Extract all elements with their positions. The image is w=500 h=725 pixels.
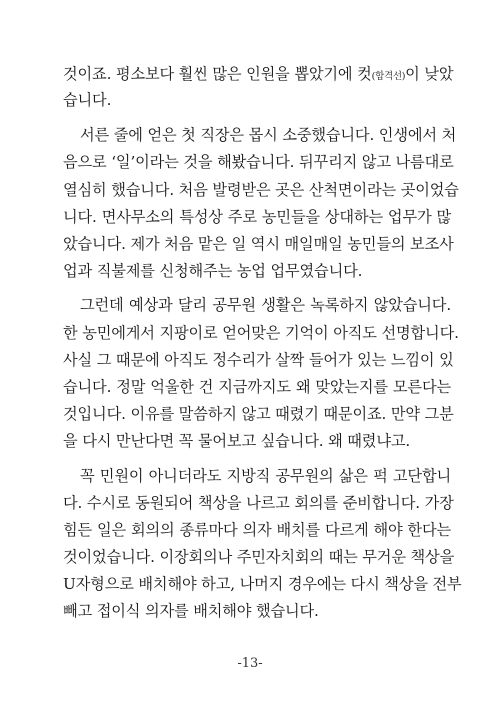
text-line: U자형으로 배치해야 하고, 나머지 경우에는 다시 책상을 전부 [63, 575, 462, 593]
text-line: 음으로 ‘일’이라는 것을 해봤습니다. 뒤꾸리지 않고 나름대로 [63, 153, 454, 171]
paragraph-first-line: 서른 줄에 얻은 첫 직장은 몹시 소중했습니다. 인생에서 처 [80, 126, 457, 144]
page-number: -13- [237, 656, 263, 671]
text-line: 것입니다. 이유를 말씀하지 않고 때렸기 때문이죠. 만약 그분 [63, 405, 454, 423]
text-line: 업과 직불제를 신청해주는 농업 업무였습니다. [63, 262, 363, 280]
text-line: 다. 수시로 동원되어 책상을 나르고 회의를 준비합니다. 가장 [63, 494, 454, 512]
text-line: 을 다시 만난다면 꼭 물어보고 싶습니다. 왜 때렸냐고. [63, 432, 411, 450]
paragraph-first-line: 꼭 민원이 아니더라도 지방직 공무원의 삶은 퍽 고단합니 [80, 467, 451, 485]
text-line: 열심히 했습니다. 처음 발령받은 곳은 산척면이라는 곳이었습 [63, 181, 459, 199]
text-line: 습니다. 정말 억울한 건 지금까지도 왜 맞았는지를 모른다는 [63, 378, 451, 396]
text-segment: 것이죠. 평소보다 훨씬 많은 인원을 뽑았기에 컷 [63, 65, 372, 83]
text-line: 한 농민에게서 지팡이로 얻어맞은 기억이 아직도 선명합니다. [63, 324, 459, 342]
text-line: 것이었습니다. 이장회의나 주민자치회의 때는 무거운 책상을 [63, 548, 455, 566]
text-line: 습니다. [63, 91, 112, 109]
text-line: 니다. 면사무소의 특성상 주로 농민들을 상대하는 업무가 많 [63, 208, 451, 226]
text-line: 았습니다. 제가 처음 맡은 일 역시 매일매일 농민들의 보조사 [63, 235, 454, 253]
paragraph-first-line: 그런데 예상과 달리 공무원 생활은 녹록하지 않았습니다. [80, 296, 451, 314]
text-line: 힘든 일은 회의의 종류마다 의자 배치를 다르게 해야 한다는 [63, 521, 451, 539]
text-line: 사실 그 때문에 아직도 정수리가 살짝 들어가 있는 느낌이 있 [63, 351, 454, 369]
text-line: 빼고 접이식 의자를 배치해야 했습니다. [63, 602, 319, 620]
text-segment: 이 낮았 [405, 65, 454, 83]
footnote-gloss: (합격선) [371, 71, 406, 82]
